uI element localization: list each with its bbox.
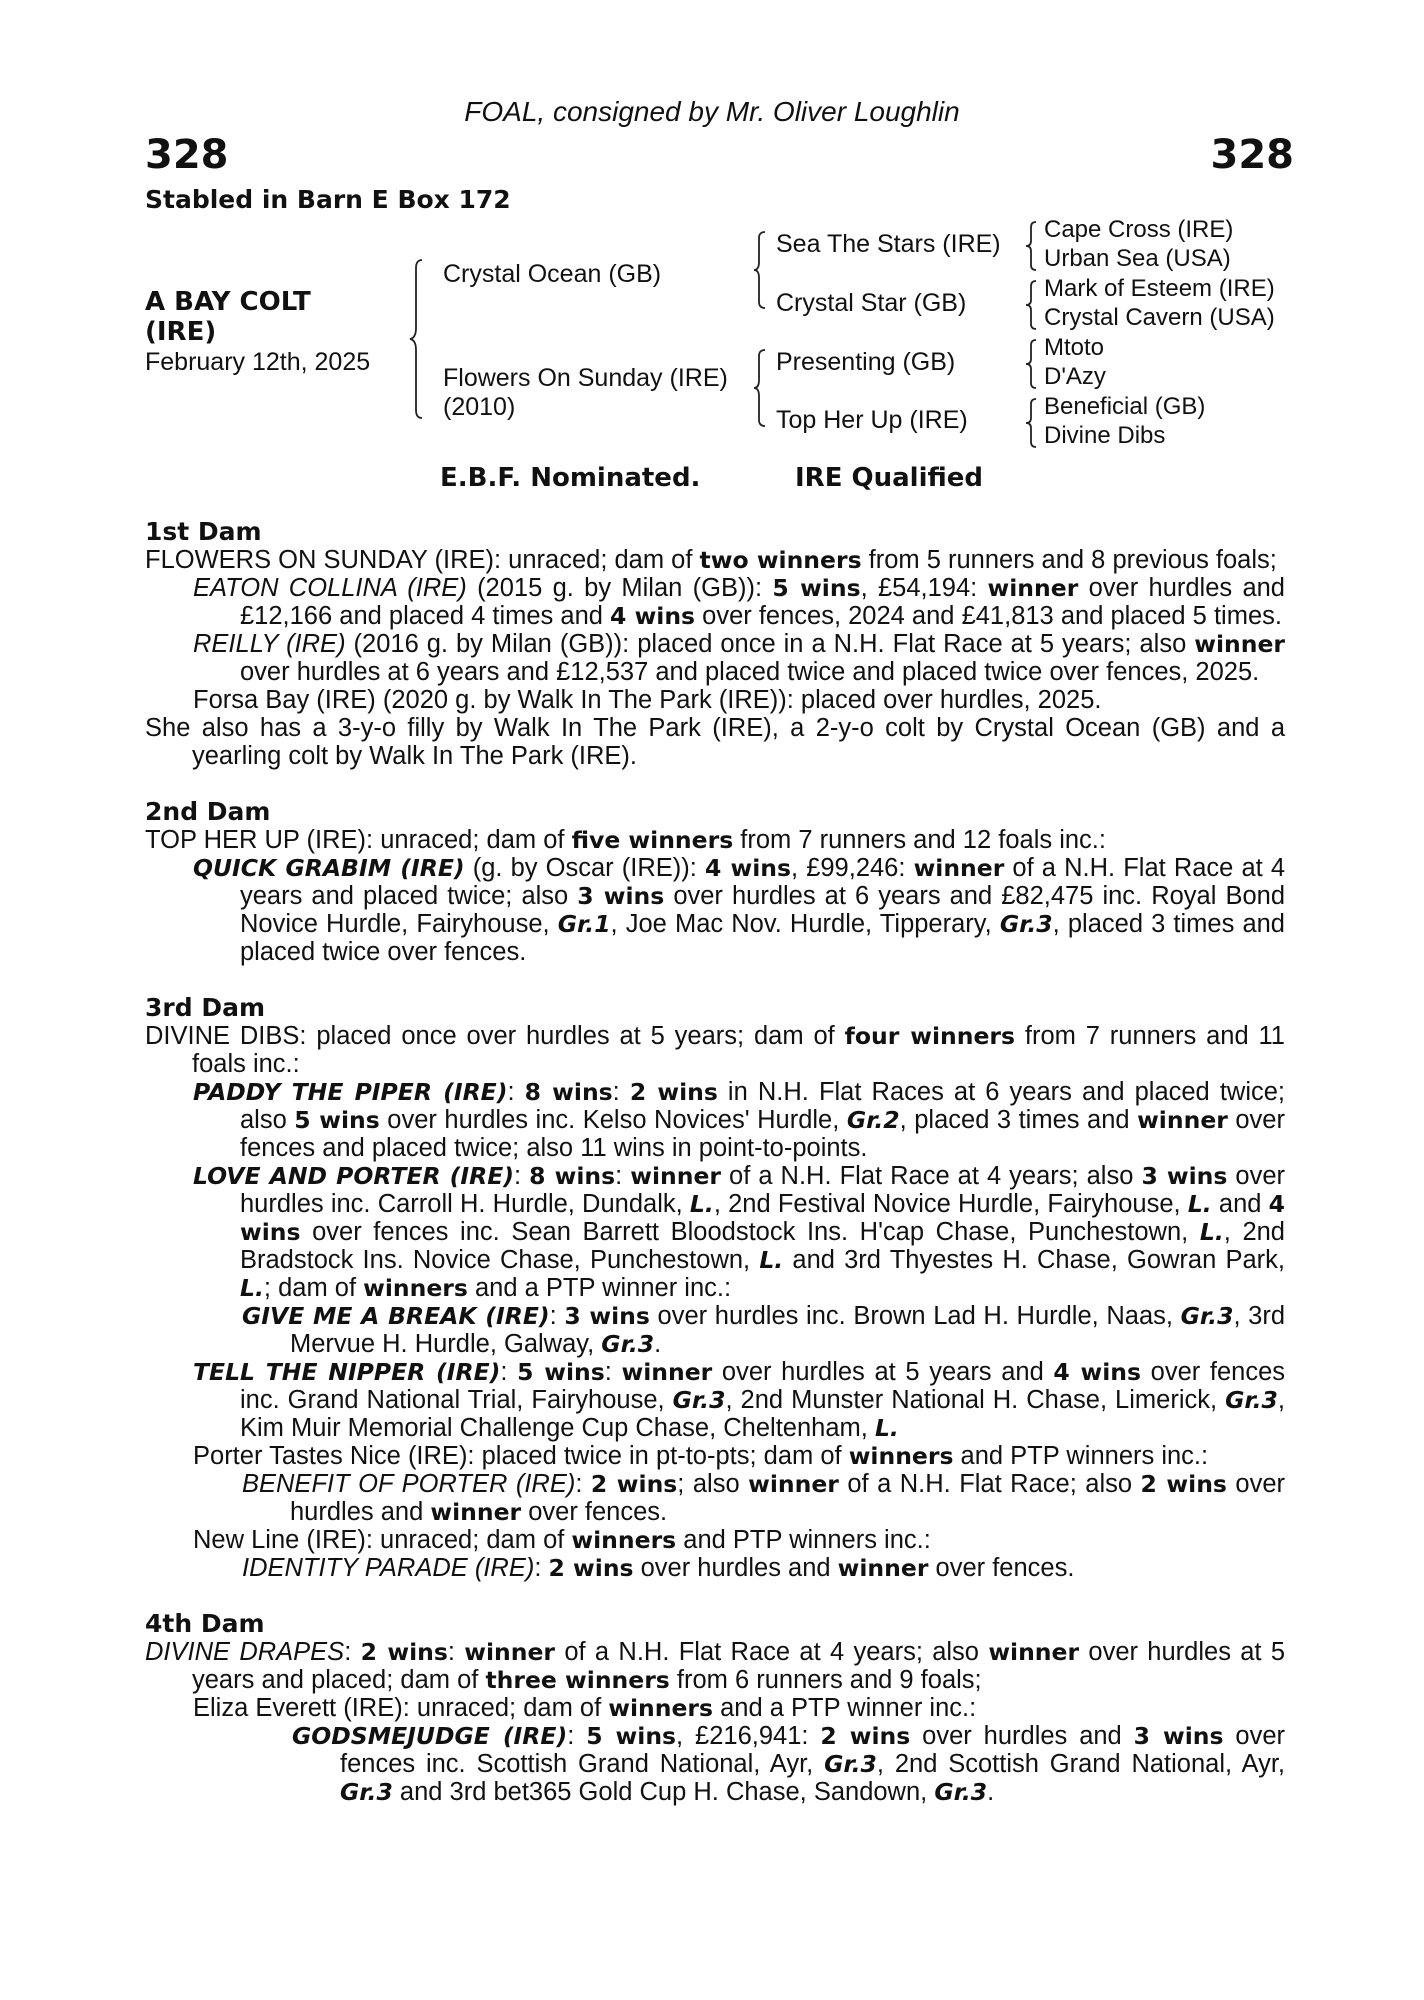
entry-text: Eliza Everett (IRE): unraced; dam of bbox=[193, 1694, 609, 1722]
entry-text: winner bbox=[913, 854, 1005, 882]
entry-text: winner bbox=[621, 1358, 713, 1386]
entry-text: 3 wins bbox=[1133, 1722, 1224, 1750]
entry-text: of a N.H. Flat Race; also bbox=[838, 1470, 1141, 1498]
entry-text: (g. by Oscar (IRE)): bbox=[464, 854, 705, 882]
entry-text: ; also bbox=[677, 1470, 749, 1498]
entry-text: : bbox=[575, 1470, 591, 1498]
entry-text: BENEFIT OF PORTER (IRE) bbox=[242, 1470, 576, 1498]
entry-text: winner bbox=[837, 1554, 929, 1582]
entry-text: , 2nd Bradstock Ins. Novice Chase, Punchestown, bbox=[240, 1218, 1285, 1274]
entry-text: 3 wins bbox=[564, 1302, 650, 1330]
entry-text: , 3rd Mervue H. Hurdle, Galway, bbox=[290, 1302, 1286, 1358]
entry-text: : bbox=[604, 1358, 622, 1386]
entry-text: . bbox=[654, 1330, 662, 1358]
entry-text: winner bbox=[464, 1638, 556, 1666]
lot-number-left: 328 bbox=[145, 132, 229, 178]
entry-text: over hurdles inc. Carroll H. Hurdle, Dundalk, bbox=[240, 1162, 1286, 1218]
entry-text: 2 wins bbox=[548, 1554, 634, 1582]
ebf-nominated: E.B.F. Nominated. bbox=[440, 463, 701, 493]
entry-text: TELL THE NIPPER (IRE) bbox=[193, 1358, 501, 1386]
pedigree-brace-dam bbox=[752, 348, 770, 428]
entry-text: GIVE ME A BREAK (IRE) bbox=[242, 1302, 550, 1330]
entry-text: Gr.3 bbox=[934, 1778, 988, 1806]
entry-text: and a PTP winner inc.: bbox=[713, 1694, 977, 1722]
pedigree-sire: Crystal Ocean (GB) bbox=[443, 260, 662, 288]
pedigree-dam-year: (2010) bbox=[443, 393, 516, 421]
entry-text: PADDY THE PIPER (IRE) bbox=[193, 1078, 508, 1106]
entry-text: 2 wins bbox=[820, 1722, 911, 1750]
entry-text: L. bbox=[240, 1274, 264, 1302]
entry-text: 3 wins bbox=[577, 882, 665, 910]
entry-text: over hurdles at 5 years and placed; dam of bbox=[192, 1638, 1286, 1694]
dam-entry bbox=[145, 1694, 1285, 1722]
pedigree-g6: D'Azy bbox=[1044, 363, 1106, 390]
entry-text: GODSMEJUDGE (IRE) bbox=[292, 1722, 568, 1750]
dam-entry bbox=[145, 1554, 1285, 1582]
entry-text: , placed 3 times and bbox=[899, 1106, 1138, 1134]
entry-text: : bbox=[514, 1162, 530, 1190]
entry-text: QUICK GRABIM (IRE) bbox=[193, 854, 465, 882]
entry-text: and PTP winners inc.: bbox=[953, 1442, 1209, 1470]
entry-text: 5 wins bbox=[772, 574, 861, 602]
section-title-4th-dam: 4th Dam bbox=[145, 1609, 265, 1638]
entry-text: over fences inc. Grand National Trial, Fairyhouse, bbox=[240, 1358, 1286, 1414]
entry-text: . bbox=[987, 1778, 995, 1806]
foaling-date: February 12th, 2025 bbox=[145, 348, 371, 376]
entry-text: : bbox=[549, 1302, 565, 1330]
entry-text: over hurdles inc. Kelso Novices' Hurdle, bbox=[379, 1106, 847, 1134]
entry-text: 4 wins bbox=[610, 602, 696, 630]
entry-text: REILLY (IRE) bbox=[193, 630, 346, 658]
dam-entry bbox=[145, 854, 1285, 966]
section-1st-dam bbox=[145, 546, 1285, 770]
entry-text: Porter Tastes Nice (IRE): placed twice in pt-to-pts; dam of bbox=[193, 1442, 849, 1470]
entry-text: winner bbox=[1137, 1106, 1228, 1134]
entry-text: , 2nd Scottish Grand National, Ayr, bbox=[876, 1750, 1285, 1778]
pedigree-sire-sire: Sea The Stars (IRE) bbox=[776, 230, 1001, 258]
entry-text: winner bbox=[1194, 630, 1286, 658]
dam-entry bbox=[145, 1162, 1285, 1302]
entry-text: 2 wins bbox=[629, 1078, 718, 1106]
entry-text: 4 wins bbox=[704, 854, 791, 882]
entry-text: 4 wins bbox=[240, 1190, 1286, 1246]
dam-entry bbox=[145, 574, 1285, 630]
entry-text: over hurdles and £12,166 and placed 4 times and bbox=[240, 574, 1285, 630]
entry-text: 2 wins bbox=[1140, 1470, 1227, 1498]
entry-text: 5 wins bbox=[517, 1358, 605, 1386]
ire-qualified: IRE Qualified bbox=[795, 463, 984, 493]
dam-lines bbox=[145, 518, 1285, 1806]
entry-text: over hurdles and bbox=[290, 1470, 1285, 1526]
entry-text: two winners bbox=[699, 546, 862, 574]
entry-text: and bbox=[1211, 1190, 1269, 1218]
section-title-2nd-dam: 2nd Dam bbox=[145, 797, 271, 826]
entry-text: , placed 3 times and placed twice over fences. bbox=[240, 910, 1285, 966]
pedigree-g2: Urban Sea (USA) bbox=[1044, 245, 1231, 272]
dam-entry bbox=[145, 686, 1285, 714]
section-title-1st-dam: 1st Dam bbox=[145, 517, 262, 546]
entry-text: , Joe Mac Nov. Hurdle, Tipperary, bbox=[610, 910, 1000, 938]
entry-text: : bbox=[500, 1358, 518, 1386]
entry-text: Forsa Bay (IRE) (2020 g. by Walk In The Park (IRE)): placed over hurdles, 2025. bbox=[193, 686, 1102, 714]
lot-number-right: 328 bbox=[1210, 132, 1294, 178]
entry-text: L. bbox=[1199, 1218, 1224, 1246]
entry-text: winner bbox=[630, 1162, 722, 1190]
section-3rd-dam bbox=[145, 1022, 1285, 1582]
entry-text: Gr.3 bbox=[601, 1330, 655, 1358]
pedigree-sire-dam: Crystal Star (GB) bbox=[776, 289, 967, 317]
entry-text: Gr.1 bbox=[557, 910, 611, 938]
entry-text: 8 wins bbox=[529, 1162, 616, 1190]
entry-text: Gr.2 bbox=[846, 1106, 900, 1134]
pedigree-g1: Cape Cross (IRE) bbox=[1044, 216, 1234, 243]
entry-text: winner bbox=[987, 574, 1079, 602]
pedigree-brace-g12 bbox=[1024, 220, 1040, 272]
pedigree-brace-g78 bbox=[1024, 397, 1040, 449]
entry-text: Gr.3 bbox=[672, 1386, 726, 1414]
pedigree-dam-sire: Presenting (GB) bbox=[776, 348, 956, 376]
entry-text: over hurdles and bbox=[633, 1554, 838, 1582]
entry-text: , Kim Muir Memorial Challenge Cup Chase, Cheltenham, bbox=[240, 1386, 1285, 1442]
pedigree-g5: Mtoto bbox=[1044, 334, 1105, 361]
entry-text: over hurdles at 5 years and bbox=[712, 1358, 1054, 1386]
pedigree-brace-g56 bbox=[1024, 338, 1040, 390]
entry-text: Gr.3 bbox=[824, 1750, 877, 1778]
entry-text: of a N.H. Flat Race at 4 years; also bbox=[721, 1162, 1142, 1190]
dam-entry bbox=[145, 826, 1285, 854]
dam-entry bbox=[145, 1526, 1285, 1554]
entry-text: over fences inc. Sean Barrett Bloodstock Ins. H'cap Chase, Punchestown, bbox=[300, 1218, 1200, 1246]
dam-entry bbox=[145, 1470, 1285, 1526]
entry-text: : bbox=[534, 1554, 549, 1582]
section-title-3rd-dam: 3rd Dam bbox=[145, 993, 265, 1022]
horse-origin: (IRE) bbox=[145, 317, 217, 347]
entry-text: She also has a 3-y-o filly by Walk In The Park (IRE), a 2-y-o colt by Crystal Ocean (GB) and a yearling colt by Walk In The Park (IRE). bbox=[145, 714, 1285, 770]
dam-entry bbox=[145, 1302, 1285, 1358]
entry-text: ; dam of bbox=[263, 1274, 364, 1302]
entry-text: 5 wins bbox=[586, 1722, 677, 1750]
pedigree-brace-g34 bbox=[1024, 279, 1040, 331]
entry-text: DIVINE DIBS: placed once over hurdles at 5 years; dam of bbox=[145, 1022, 845, 1050]
entry-text: over fences and placed twice; also 11 wins in point-to-points. bbox=[240, 1106, 1285, 1162]
pedigree-g4: Crystal Cavern (USA) bbox=[1044, 304, 1275, 331]
entry-text: : bbox=[344, 1638, 361, 1666]
entry-text: three winners bbox=[485, 1666, 670, 1694]
dam-entry bbox=[145, 630, 1285, 686]
entry-text: , 2nd Festival Novice Hurdle, Fairyhouse, bbox=[713, 1190, 1188, 1218]
pedigree-dam: Flowers On Sunday (IRE) bbox=[443, 364, 728, 392]
entry-text: 8 wins bbox=[524, 1078, 613, 1106]
dam-entry bbox=[145, 1638, 1285, 1694]
entry-text: L. bbox=[689, 1190, 714, 1218]
entry-text: TOP HER UP (IRE): unraced; dam of bbox=[145, 826, 572, 854]
entry-text: , £54,194: bbox=[860, 574, 988, 602]
entry-text: in N.H. Flat Races at 6 years and placed twice; also bbox=[240, 1078, 1285, 1134]
dam-entry bbox=[145, 1078, 1285, 1162]
entry-text: : bbox=[507, 1078, 525, 1106]
entry-text: , 2nd Munster National H. Chase, Limerick, bbox=[725, 1386, 1226, 1414]
entry-text: and 3rd bet365 Gold Cup H. Chase, Sandown, bbox=[392, 1778, 935, 1806]
entry-text: : bbox=[615, 1162, 631, 1190]
entry-text: L. bbox=[759, 1246, 784, 1274]
dam-entry bbox=[145, 1442, 1285, 1470]
entry-text: and a PTP winner inc.: bbox=[467, 1274, 732, 1302]
entry-text: , £99,246: bbox=[791, 854, 914, 882]
pedigree-g3: Mark of Esteem (IRE) bbox=[1044, 275, 1275, 302]
entry-text: over fences, 2024 and £41,813 and placed 5 times. bbox=[695, 602, 1282, 630]
entry-text: Gr.3 bbox=[1225, 1386, 1278, 1414]
entry-text: from 6 runners and 9 foals; bbox=[669, 1666, 982, 1694]
entry-text: (2015 g. by Milan (GB)): bbox=[466, 574, 773, 602]
entry-text: 2 wins bbox=[360, 1638, 448, 1666]
section-2nd-dam bbox=[145, 826, 1285, 966]
dam-entry bbox=[145, 714, 1285, 770]
entry-text: 5 wins bbox=[294, 1106, 380, 1134]
entry-text: over fences inc. Scottish Grand National, Ayr, bbox=[340, 1722, 1286, 1778]
consignor-line: FOAL, consigned by Mr. Oliver Loughlin bbox=[464, 96, 960, 127]
stabling-info: Stabled in Barn E Box 172 bbox=[145, 185, 511, 214]
dam-entry bbox=[145, 1358, 1285, 1442]
entry-text: over hurdles at 6 years and £12,537 and placed twice and placed twice over fences, 2025. bbox=[240, 658, 1260, 686]
entry-text: 4 wins bbox=[1053, 1358, 1141, 1386]
entry-text: and 3rd Thyestes H. Chase, Gowran Park, bbox=[783, 1246, 1285, 1274]
entry-text: over hurdles at 6 years and £82,475 inc. Royal Bond Novice Hurdle, Fairyhouse, bbox=[240, 882, 1285, 938]
entry-text: over hurdles inc. Brown Lad H. Hurdle, Naas, bbox=[649, 1302, 1181, 1330]
entry-text: : bbox=[567, 1722, 587, 1750]
entry-text: DIVINE DRAPES bbox=[145, 1638, 345, 1666]
entry-text: winner bbox=[988, 1638, 1080, 1666]
entry-text: IDENTITY PARADE (IRE) bbox=[242, 1554, 535, 1582]
entry-text: LOVE AND PORTER (IRE) bbox=[193, 1162, 515, 1190]
entry-text: five winners bbox=[571, 826, 734, 854]
entry-text: over fences. bbox=[521, 1498, 668, 1526]
entry-text: winners bbox=[608, 1694, 713, 1722]
pedigree-brace-main bbox=[408, 258, 428, 420]
entry-text: , £216,941: bbox=[676, 1722, 821, 1750]
entry-text: from 7 runners and 12 foals inc.: bbox=[733, 826, 1106, 854]
pedigree-g8: Divine Dibs bbox=[1044, 422, 1166, 449]
entry-text: over hurdles and bbox=[910, 1722, 1134, 1750]
dam-entry bbox=[145, 1022, 1285, 1078]
entry-text: winner bbox=[430, 1498, 522, 1526]
entry-text: winners bbox=[848, 1442, 954, 1470]
horse-name: A BAY COLT bbox=[145, 287, 311, 317]
section-4th-dam bbox=[145, 1638, 1285, 1806]
entry-text: New Line (IRE): unraced; dam of bbox=[193, 1526, 572, 1554]
entry-text: of a N.H. Flat Race at 4 years; also bbox=[555, 1638, 989, 1666]
pedigree-dam-dam: Top Her Up (IRE) bbox=[776, 406, 968, 434]
entry-text: EATON COLLINA (IRE) bbox=[193, 574, 467, 602]
entry-text: winners bbox=[571, 1526, 677, 1554]
entry-text: Gr.3 bbox=[340, 1778, 393, 1806]
entry-text: of a N.H. Flat Race at 4 years and placed twice; also bbox=[240, 854, 1286, 910]
entry-text: : bbox=[612, 1078, 630, 1106]
entry-text: from 7 runners and 11 foals inc.: bbox=[192, 1022, 1285, 1078]
entry-text: Gr.3 bbox=[999, 910, 1053, 938]
entry-text: winners bbox=[363, 1274, 468, 1302]
entry-text: (2016 g. by Milan (GB)): placed once in a N.H. Flat Race at 5 years; also bbox=[345, 630, 1195, 658]
pedigree-g7: Beneficial (GB) bbox=[1044, 393, 1206, 420]
entry-text: four winners bbox=[844, 1022, 1015, 1050]
entry-text: L. bbox=[1187, 1190, 1212, 1218]
entry-text: over fences. bbox=[928, 1554, 1075, 1582]
entry-text: 2 wins bbox=[590, 1470, 678, 1498]
entry-text: L. bbox=[874, 1414, 899, 1442]
pedigree-brace-sire bbox=[752, 230, 770, 310]
entry-text: FLOWERS ON SUNDAY (IRE): unraced; dam of bbox=[145, 546, 700, 574]
entry-text: winner bbox=[748, 1470, 839, 1498]
entry-text: 3 wins bbox=[1141, 1162, 1228, 1190]
entry-text: from 5 runners and 8 previous foals; bbox=[861, 546, 1277, 574]
dam-entry bbox=[145, 1722, 1285, 1806]
dam-entry bbox=[145, 546, 1285, 574]
entry-text: Gr.3 bbox=[1180, 1302, 1234, 1330]
entry-text: and PTP winners inc.: bbox=[676, 1526, 931, 1554]
entry-text: : bbox=[447, 1638, 465, 1666]
